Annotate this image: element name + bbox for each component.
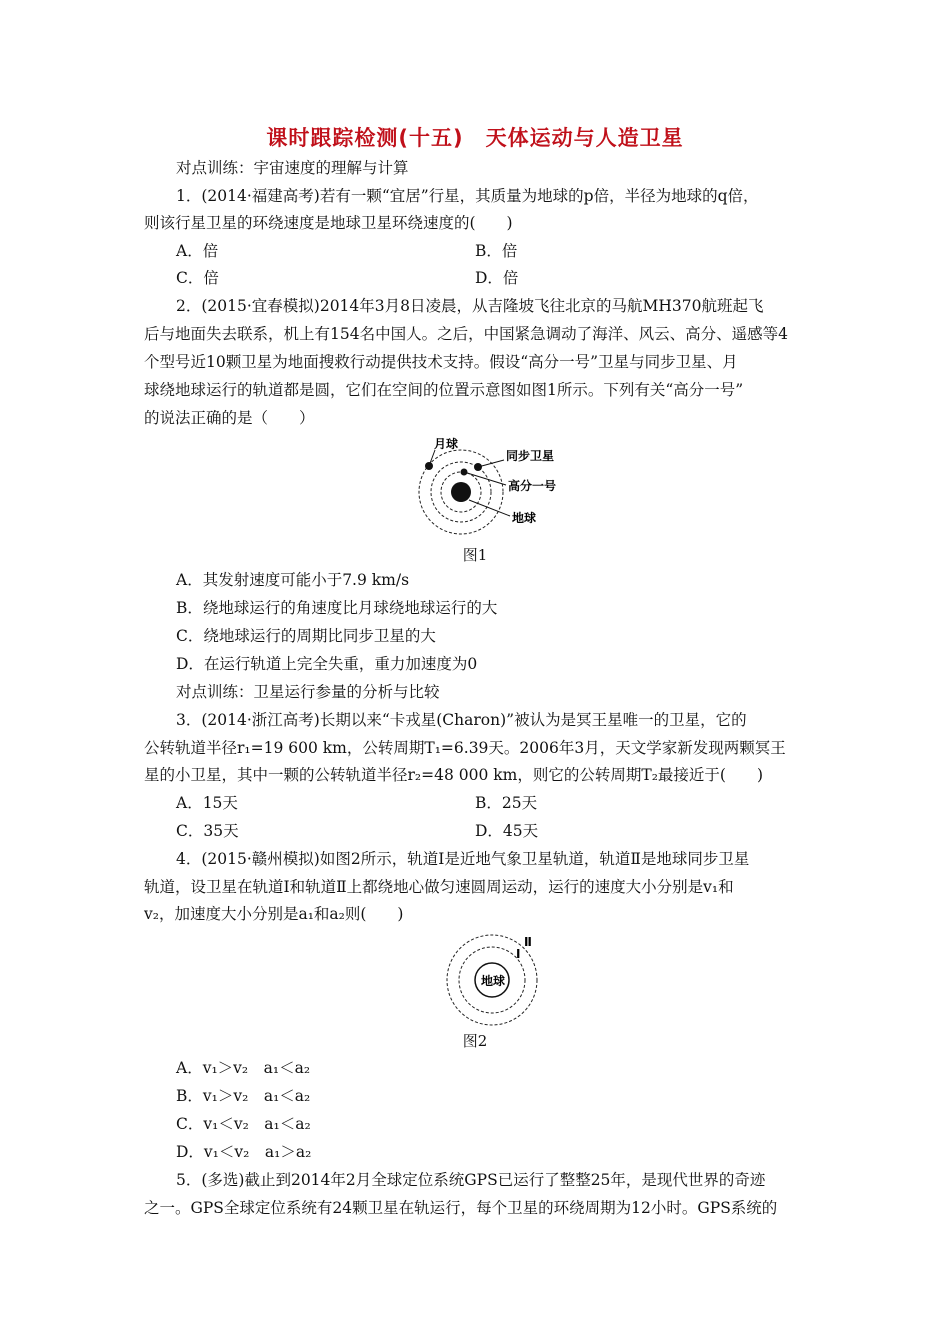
q4-text-line: 轨道，设卫星在轨道Ⅰ和轨道Ⅱ上都绕地心做匀速圆周运动，运行的速度大小分别是v₁和: [144, 878, 734, 896]
figure-1-orbit-diagram: [400, 430, 580, 540]
q4-option-d: D．v₁＜v₂ a₁＞a₂: [176, 1143, 312, 1161]
q2-option-d: D．在运行轨道上完全失重，重力加速度为0: [176, 655, 478, 673]
q3-option-a: A．15天: [176, 794, 238, 812]
q4-option-b: B．v₁＞v₂ a₁＜a₂: [176, 1087, 311, 1105]
label-gf1: 高分一号: [508, 479, 557, 493]
label-earth: 地球: [481, 974, 506, 988]
label-sync-satellite: 同步卫星: [506, 449, 555, 463]
section-heading: 对点训练：卫星运行参量的分析与比较: [176, 683, 440, 701]
page-title: 课时跟踪检测(十五) 天体运动与人造卫星: [266, 126, 684, 150]
label-orbit-1: Ⅰ: [516, 947, 521, 961]
q3-option-c: C．35天: [176, 822, 239, 840]
q3-option-d: D．45天: [475, 822, 539, 840]
figure-1-caption: 图1: [462, 546, 488, 564]
q2-option-c: C．绕地球运行的周期比同步卫星的大: [176, 627, 436, 645]
q3-text-line: 星的小卫星，其中一颗的公转轨道半径r₂=48 000 km，则它的公转周期T₂最接近于( ): [144, 766, 764, 784]
label-earth: 地球: [512, 511, 537, 525]
q2-text-line: 的说法正确的是（ ）: [144, 409, 315, 427]
q2-text-line: 个型号近10颗卫星为地面搜救行动提供技术支持。假设“高分一号”卫星与同步卫星、月: [144, 353, 738, 371]
gf1-leader: [464, 472, 506, 485]
q2-text-line: 后与地面失去联系，机上有154名中国人。之后，中国紧急调动了海洋、风云、高分、遥感等4: [144, 325, 788, 343]
q5-text-line: 之一。GPS全球定位系统有24颗卫星在轨运行，每个卫星的环绕周期为12小时。GPS系统的: [144, 1199, 778, 1217]
q4-option-a: A．v₁＞v₂ a₁＜a₂: [176, 1059, 311, 1077]
q1-option-b: B．倍: [475, 242, 518, 260]
section-heading: 对点训练：宇宙速度的理解与计算: [176, 159, 409, 177]
earth-dot: [451, 482, 471, 502]
label-moon: 月球: [434, 437, 459, 451]
q4-text-line: v₂，加速度大小分别是a₁和a₂则( ): [144, 905, 404, 923]
q3-text-line: 3．(2014·浙江高考)长期以来“卡戎星(Charon)”被认为是冥王星唯一的卫星，它的: [176, 711, 747, 729]
q5-text-line: 5．(多选)截止到2014年2月全球定位系统GPS已运行了整整25年，是现代世界的奇迹: [176, 1171, 766, 1189]
q4-text-line: 4．(2015·赣州模拟)如图2所示，轨道Ⅰ是近地气象卫星轨道，轨道Ⅱ是地球同步卫星: [176, 850, 750, 868]
figure-2-caption: 图2: [462, 1032, 488, 1050]
q2-option-b: B．绕地球运行的角速度比月球绕地球运行的大: [176, 599, 498, 617]
q2-text-line: 球绕地球运行的轨道都是圆，它们在空间的位置示意图如图1所示。下列有关“高分一号”: [144, 381, 744, 399]
q1-text-line: 1．(2014·福建高考)若有一颗“宜居”行星，其质量为地球的p倍，半径为地球的q倍，: [176, 187, 759, 205]
q1-option-c: C．倍: [176, 269, 219, 287]
q1-option-d: D．倍: [475, 269, 519, 287]
q4-option-c: C．v₁＜v₂ a₁＜a₂: [176, 1115, 311, 1133]
q1-text-line: 则该行星卫星的环绕速度是地球卫星环绕速度的( ): [144, 214, 513, 232]
label-orbit-2: Ⅱ: [524, 935, 532, 949]
q3-text-line: 公转轨道半径r₁=19 600 km，公转周期T₁=6.39天。2006年3月，天文学家新发现两颗冥王: [144, 739, 786, 757]
figure-2-orbit-diagram: [436, 930, 546, 1030]
q2-option-a: A．其发射速度可能小于7.9 km/s: [176, 571, 410, 589]
q3-option-b: B．25天: [475, 794, 538, 812]
sync-leader: [478, 460, 504, 467]
q2-text-line: 2．(2015·宜春模拟)2014年3月8日凌晨，从吉隆坡飞往北京的马航MH370航班起飞: [176, 297, 764, 315]
q1-option-a: A．倍: [176, 242, 219, 260]
